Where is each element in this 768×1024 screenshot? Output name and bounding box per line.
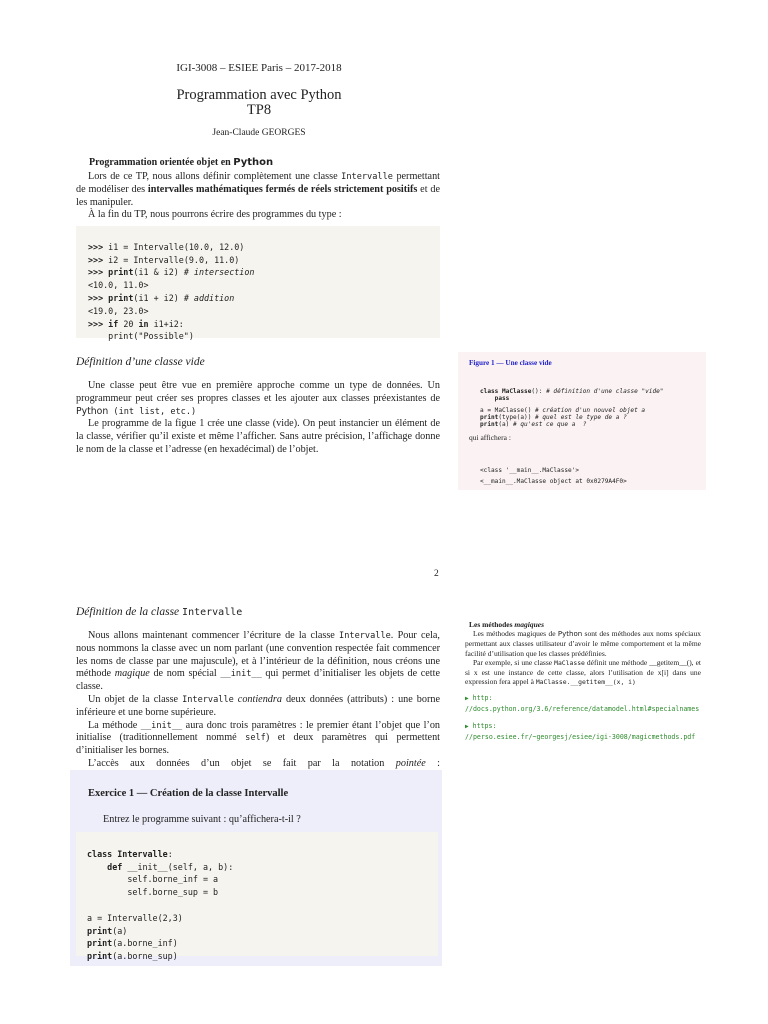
code-text: (i1 + i2) bbox=[133, 292, 184, 303]
intro-paragraph-2: À la fin du TP, nous pourrons écrire des programmes du type : bbox=[88, 209, 342, 221]
text-run: Par exemple, si une classe bbox=[473, 657, 555, 667]
code-comment: # addition bbox=[183, 292, 235, 303]
sidenote-paragraph-2 bbox=[465, 658, 701, 688]
inline-code: MaClasse.__getitem__(x, i) bbox=[535, 678, 636, 687]
italic-text: pointée bbox=[395, 757, 426, 769]
keyword: print bbox=[480, 421, 499, 429]
exercise-prompt: Entrez le programme suivant : qu’affichera-t-il ? bbox=[103, 814, 301, 825]
code-line bbox=[87, 848, 438, 861]
keyword: in bbox=[138, 318, 149, 329]
text-run: Un objet de la classe bbox=[88, 693, 183, 705]
code-comment: # intersection bbox=[183, 267, 255, 278]
italic-text: magique bbox=[114, 668, 150, 680]
link-text[interactable]: https: bbox=[472, 722, 497, 730]
code-line bbox=[88, 279, 440, 292]
text-run: Une classe peut être vue en première approche comme un type de données. Un programmeur peut créer ses propres classes et les ajouter aux classes préexistantes de bbox=[76, 380, 440, 404]
code-line bbox=[88, 305, 440, 318]
arrow-icon: ▶ bbox=[465, 723, 469, 730]
intervalle-text bbox=[76, 630, 440, 785]
keyword: class bbox=[480, 388, 499, 396]
title-line-1: Programmation avec Python bbox=[176, 87, 342, 103]
inline-code: __init__ bbox=[220, 669, 262, 680]
figure-caption: Figure 1 — Une classe vide bbox=[469, 359, 552, 367]
title-code: Intervalle bbox=[182, 607, 243, 618]
text-run: La méthode bbox=[88, 719, 141, 731]
code-line bbox=[480, 395, 663, 402]
code-line bbox=[88, 292, 440, 305]
code-line bbox=[88, 266, 440, 279]
title-text: Définition de la classe bbox=[76, 606, 183, 618]
code-line bbox=[87, 937, 438, 950]
prompt: >>> bbox=[88, 318, 104, 329]
intro-paragraph bbox=[76, 171, 440, 222]
text-run: : bbox=[425, 757, 440, 769]
intro-heading-python: Python bbox=[233, 157, 274, 168]
prompt: >>> bbox=[88, 267, 104, 278]
keyword: print bbox=[87, 925, 113, 936]
intervalle-paragraph-2 bbox=[76, 694, 440, 720]
code-text: a = MaClasse() bbox=[480, 406, 536, 414]
text-run: de nom spécial bbox=[149, 668, 221, 680]
keyword: print bbox=[103, 267, 134, 278]
inline-code: Intervalle bbox=[182, 694, 234, 705]
code-text: __init__(self, a, b): bbox=[122, 861, 234, 872]
figure-1 bbox=[458, 352, 706, 490]
text-run: Lors de ce TP, nous allons définir complètement une classe bbox=[88, 171, 342, 182]
code-text: (type(a)) bbox=[498, 413, 536, 421]
code-text: (a.borne_sup) bbox=[112, 951, 178, 962]
link-python-datamodel[interactable] bbox=[465, 693, 699, 714]
code-text: i1 = Intervalle(10.0, 12.0) bbox=[103, 241, 245, 252]
code-spacer bbox=[87, 899, 438, 912]
python-word: Python bbox=[557, 630, 583, 639]
inline-code: (int list, etc.) bbox=[108, 406, 197, 417]
keyword: print bbox=[87, 938, 113, 949]
code-line bbox=[480, 421, 663, 428]
code-comment: # quel est le type de a ? bbox=[535, 413, 627, 421]
prompt: >>> bbox=[88, 241, 104, 252]
section-title-classe-vide: Définition d’une classe vide bbox=[76, 356, 205, 368]
link-line-1[interactable] bbox=[465, 693, 699, 704]
code-text: (a.borne_inf) bbox=[112, 938, 178, 949]
code-line bbox=[88, 254, 440, 267]
code-line bbox=[88, 241, 440, 254]
exercise-title: Exercice 1 — Création de la classe Intervalle bbox=[88, 788, 289, 799]
document-title bbox=[0, 88, 518, 118]
text-run: qui permet d’initialiser les objets de cette classe. bbox=[76, 668, 440, 693]
classe-vide-paragraph-1 bbox=[76, 380, 440, 418]
author: Jean-Claude GEORGES bbox=[212, 128, 306, 138]
text-run: . Pour cela, nous nommons la classe avec un nom parlant (une convention respectée fait commencer les noms de classe par une majuscule), et à l’intérieur de la définition, nous créons une méthode bbox=[76, 630, 440, 680]
code-line bbox=[87, 861, 438, 874]
keyword: if bbox=[103, 318, 119, 329]
code-comment: # définition d'une classe "vide" bbox=[546, 388, 664, 396]
output-line-1: <class '__main__.MaClasse'> bbox=[480, 467, 580, 474]
keyword: print bbox=[103, 292, 134, 303]
code-line bbox=[88, 330, 440, 343]
intro-code-block bbox=[76, 226, 440, 342]
text-run: définit une méthode __getitem__(), et si x est une instance de cette classe, alors l’utilisation de x[i] dans une expression fera appel à bbox=[465, 657, 701, 687]
code-text: self.borne_sup = b bbox=[127, 887, 219, 898]
code-text: i2 = Intervalle(9.0, 11.0) bbox=[103, 254, 240, 265]
classe-vide-text bbox=[76, 380, 440, 457]
text-run: Les méthodes magiques de bbox=[473, 629, 558, 639]
code-text: i1+i2: bbox=[148, 318, 184, 329]
prompt: >>> bbox=[88, 254, 104, 265]
exercise-1 bbox=[70, 770, 442, 966]
keyword: class bbox=[87, 848, 113, 859]
course-header: IGI-3008 – ESIEE Paris – 2017-2018 bbox=[176, 62, 342, 74]
text-run: Nous allons maintenant commencer l’écriture de la classe bbox=[88, 630, 340, 641]
link-line-1[interactable] bbox=[465, 721, 695, 732]
code-text: 20 bbox=[118, 318, 139, 329]
text-run: sont des méthodes aux noms spéciaux permettant aux classes utilisateur d’avoir le même comportement et la même facilité d’utilisation que les classes prédéfinies. bbox=[465, 629, 701, 658]
exercise-code-block bbox=[76, 832, 438, 962]
code-line bbox=[87, 925, 438, 938]
text-run: ) et deux paramètres qui permettent d’initialiser les bornes. bbox=[76, 732, 440, 757]
sidenote-paragraph-1 bbox=[465, 629, 701, 658]
intervalle-paragraph-1 bbox=[76, 630, 440, 694]
inline-code: self bbox=[245, 733, 266, 744]
code-text: (a) bbox=[498, 421, 514, 429]
italic-text: magiques bbox=[514, 620, 545, 629]
code-text: : bbox=[167, 848, 173, 859]
arrow-icon: ▶ bbox=[465, 695, 469, 702]
link-magicmethods-pdf[interactable] bbox=[465, 721, 695, 742]
classe-vide-paragraph-2: Le programme de la figue 1 crée une classe (vide). On peut instancier un élément de la classe, vérifier qu’il existe et même l’afficher. Sans autre précision, l’affichage donne le nom de la classe et l’adresse (en hexadécimal) de l’objet. bbox=[76, 418, 440, 455]
link-text[interactable]: http: bbox=[472, 694, 493, 702]
code-text: a = Intervalle(2,3) bbox=[87, 912, 183, 923]
title-line-2: TP8 bbox=[246, 102, 272, 118]
code-output: <19.0, 23.0> bbox=[88, 305, 149, 316]
text-run: aura donc trois paramètres : le premier étant l’objet que l’on initialise (traditionnellement nommé bbox=[76, 719, 441, 744]
code-line bbox=[88, 318, 440, 331]
inline-code: MaClasse bbox=[554, 658, 585, 667]
keyword: def bbox=[107, 861, 123, 872]
code-text: (a) bbox=[112, 925, 128, 936]
inline-code: Intervalle bbox=[339, 631, 391, 641]
output-line-2: <__main__.MaClasse object at 0x0279A4F0> bbox=[480, 478, 627, 485]
prompt: >>> bbox=[88, 292, 104, 303]
figure-output bbox=[480, 454, 627, 509]
section-title-classe-intervalle bbox=[76, 606, 242, 618]
intro-paragraph-1 bbox=[76, 171, 440, 209]
text-run: Les méthodes bbox=[469, 620, 515, 629]
code-line bbox=[480, 388, 663, 395]
keyword: print bbox=[480, 413, 499, 421]
link-line-2[interactable]: //perso.esiee.fr/~georgesj/esiee/igi-3008/magicmethods.pdf bbox=[465, 733, 696, 741]
text-run: deux données (attributs) : une borne inférieure et une borne supérieure. bbox=[76, 693, 440, 718]
python-word: Python bbox=[76, 405, 109, 417]
sidenote-title bbox=[465, 620, 701, 629]
class-name: Intervalle bbox=[112, 848, 168, 859]
code-output: <10.0, 11.0> bbox=[88, 280, 149, 291]
code-text: print("Possible") bbox=[88, 331, 194, 342]
code-text: (): bbox=[531, 388, 547, 396]
code-text: (i1 & i2) bbox=[133, 267, 184, 278]
code-text: self.borne_inf = a bbox=[127, 874, 219, 885]
text-run: L’accès aux données d’un objet se fait par la notation bbox=[88, 757, 396, 769]
page-number: 2 bbox=[434, 569, 439, 579]
inline-code: __init__ bbox=[140, 720, 183, 731]
intro-heading bbox=[89, 157, 273, 168]
inline-code: Intervalle bbox=[341, 172, 393, 182]
bold-text: intervalles mathématiques fermés de réels strictement positifs bbox=[147, 183, 418, 195]
code-line bbox=[87, 912, 438, 925]
code-line bbox=[87, 886, 438, 899]
code-line bbox=[480, 407, 663, 414]
code-comment: # qu'est ce que a ? bbox=[513, 421, 587, 429]
sidenote-magic-methods bbox=[465, 620, 701, 687]
text-run: permettant de modéliser des bbox=[76, 171, 441, 195]
keyword: pass bbox=[480, 395, 510, 403]
text-run: et de les manipuler. bbox=[76, 183, 440, 208]
code-line bbox=[87, 950, 438, 963]
code-comment: # création d'un nouvel objet a bbox=[535, 406, 646, 414]
italic-text: contiendra bbox=[233, 693, 282, 705]
keyword: print bbox=[87, 951, 113, 962]
intervalle-paragraph-3 bbox=[76, 720, 440, 758]
code-line bbox=[87, 873, 438, 886]
code-line bbox=[480, 414, 663, 421]
class-name: MaClasse bbox=[498, 388, 532, 396]
intro-heading-text: Programmation orientée objet en bbox=[89, 157, 234, 168]
link-line-2[interactable]: //docs.python.org/3.6/reference/datamodel.html#specialnames bbox=[465, 705, 700, 713]
figure-affichera: qui affichera : bbox=[469, 433, 511, 442]
